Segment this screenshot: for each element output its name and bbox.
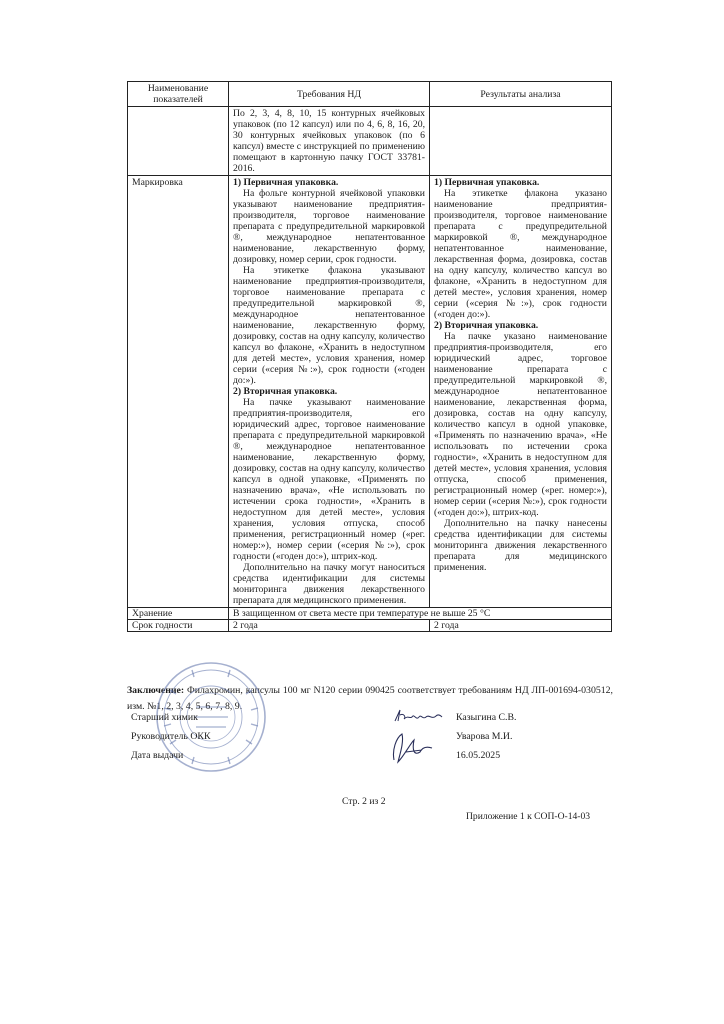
table-row-shelf-life [128, 620, 612, 632]
name-kazygina: Казыгина С.В. [456, 712, 517, 723]
header-requirements: Требования НД [229, 82, 430, 107]
page-number: Стр. 2 из 2 [342, 796, 386, 807]
storage-value: В защищенном от света месте при температуре не выше 25 °С [229, 608, 612, 620]
table-row-marking [128, 176, 612, 608]
req-secondary-pack: На пачке указывают наименование предприятия-производителя, его юридический адрес, торговое наименование препарата с предупредительной маркировкой ®, международное непатентованное наименование, лекарственную форму, дозировку, состав на одну капсулу, количество капсул в одной упаковке, «Применять по назначению врача», «Не использовать по истечении срока годности», «Хранить в недоступном для детей месте», условия хранения, условия отпуска, способ применения, регистрационный номер («рег. номер:»), номер серии («серия №:»), срок годности («годен до:»), штрих-код. [233, 397, 425, 562]
req-primary-foil: На фольге контурной ячейковой упаковки указывают наименование предприятия-производителя, торговое наименование препарата с предупредительной маркировкой ®, международное непатентованное наименование, лекарственную форму, дозировку, номер серии, срок годности. [233, 188, 425, 265]
res-secondary-heading: 2) Вторичная упаковка. [434, 320, 539, 331]
conclusion-label: Заключение: [127, 685, 185, 696]
table-row-storage [128, 608, 612, 620]
storage-label: Хранение [128, 608, 229, 620]
marking-results [430, 176, 612, 608]
req-secondary-extra: Дополнительно на пачку могут наноситься средства идентификации для системы мониторинга движения лекарственного препарата для медицинского применения. [233, 562, 425, 606]
req-secondary-heading: 2) Вторичная упаковка. [233, 386, 338, 397]
marking-requirements [229, 176, 430, 608]
table-row [128, 107, 612, 176]
signature-uvarova [386, 730, 434, 766]
table-header-row [128, 82, 612, 107]
res-secondary-pack: На пачке указано наименование предприятия-производителя, его юридический адрес, торговое наименование препарата с предупредительной маркировкой ®, международное непатентованное наименование, лекарственная форма, дозировка, состав на одну капсулу, количество капсул в одной упаковке, «Применять по назначению врача», «Не использовать по истечении срока годности», «Хранить в недоступном для детей месте», условия хранения, условия отпуска, способ применения, регистрационный номер («рег. номер:»), номер серии («серия №:»), срок годности («годен до:»), штрих-код. [434, 331, 607, 518]
shelf-life-requirement: 2 года [229, 620, 430, 632]
role-senior-chemist: Старший химик [131, 712, 198, 723]
res-primary-heading: 1) Первичная упаковка. [434, 177, 540, 188]
conclusion-text: Филахромин, капсулы 100 мг N120 серии 090425 соответствует требованиям НД ЛП-001694-030512, изм. №1, 2, 3, 4, 5, 6, 7, 8, 9. [127, 685, 613, 712]
packaging-continuation: По 2, 3, 4, 8, 10, 15 контурных ячейковых упаковок (по 12 капсул) или по 4, 6, 8, 16, 20, 30 контурных ячейковых упаковок (по 6 капсул) вместе с инструкцией по применению помещают в картонную пачку ГОСТ 33781-2016. [229, 107, 430, 176]
role-issue-date: Дата выдачи [131, 750, 184, 761]
req-primary-label: На этикетке флакона указывают наименование предприятия-производителя, торговое наименование препарата с предупредительной маркировкой ®, международное непатентованное наименование, лекарственную форму, дозировку, состав на одну капсулу, количество капсул во флаконе, «Хранить в недоступном для детей месте», условия хранения, номер серии («серия №:»), срок годности («годен до:»). [233, 265, 425, 386]
res-primary-label: На этикетке флакона указано наименование предприятия-производителя, торговое наименование препарата с предупредительной маркировкой ®, международное непатентованное наименование, лекарственная форма, дозировка, состав на одну капсулу, количество капсул во флаконе, «Хранить в недоступном для детей месте», условия хранения, номер серии («серия №:»), срок годности («годен до:»). [434, 188, 607, 320]
header-results: Результаты анализа [430, 82, 612, 107]
name-uvarova: Уварова М.И. [456, 731, 513, 742]
req-primary-heading: 1) Первичная упаковка. [233, 177, 339, 188]
marking-label: Маркировка [128, 176, 229, 608]
res-secondary-extra: Дополнительно на пачку нанесены средства идентификации для системы мониторинга движения лекарственного препарата для медицинского применения. [434, 518, 607, 573]
analysis-table [127, 81, 612, 632]
role-qc-head: Руководитель ОКК [131, 731, 211, 742]
shelf-life-label: Срок годности [128, 620, 229, 632]
shelf-life-result: 2 года [430, 620, 612, 632]
signature-kazygina [392, 705, 444, 727]
appendix-reference: Приложение 1 к СОП-О-14-03 [466, 811, 591, 822]
header-indicator: Наименование показателей [128, 82, 229, 107]
issue-date: 16.05.2025 [456, 750, 501, 761]
